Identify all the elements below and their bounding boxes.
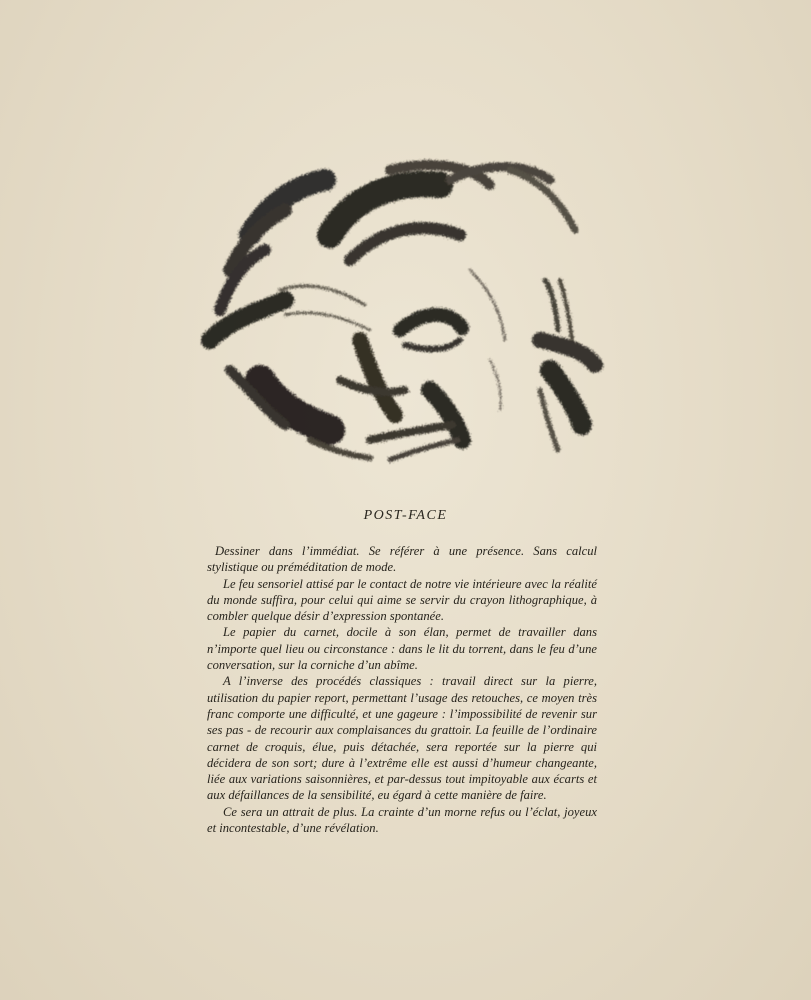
paragraph: Dessiner dans l’immédiat. Se référer à une présence. Sans calcul stylistique ou préméditation de mode. (207, 544, 597, 575)
paragraph: Ce sera un attrait de plus. La crainte d’un morne refus ou l’éclat, joyeux et incontestable, d’une révélation. (207, 804, 597, 836)
paragraph: Le feu sensoriel attisé par le contact de notre vie intérieure avec la réalité du monde suffira, pour celui qui aime se servir du crayon lithographique, à combler quelque désir d’expression spontanée. (207, 576, 597, 624)
postface-text (207, 543, 597, 836)
paragraph: A l’inverse des procédés classiques : travail direct sur la pierre, utilisation du papier report, permettant l’usage des retouches, ce moyen très franc comporte une difficulté, et une gageure : l’impossibilité de revenir sur ses pas - de recourir aux complaisances du grattoir. La feuille de l’ordinaire carnet de croquis, élue, puis détachée, sera reportée sur la pierre qui décidera de son sort; dure à l’extrême elle est aussi d’humeur changeante, liée aux variations saisonnières, et par-dessus tout impitoyable aux écarts et aux défaillances de la sensibilité, eu égard à cette manière de faire. (207, 674, 597, 803)
paragraph: Le papier du carnet, docile à son élan, permet de travailler dans n’importe quel lieu ou circonstance : dans le lit du torrent, dans le feu d’une conversation, sur la corniche d’un abîme. (207, 625, 597, 673)
page-title: POST-FACE (363, 508, 448, 523)
lithograph-portrait-icon (190, 140, 620, 480)
